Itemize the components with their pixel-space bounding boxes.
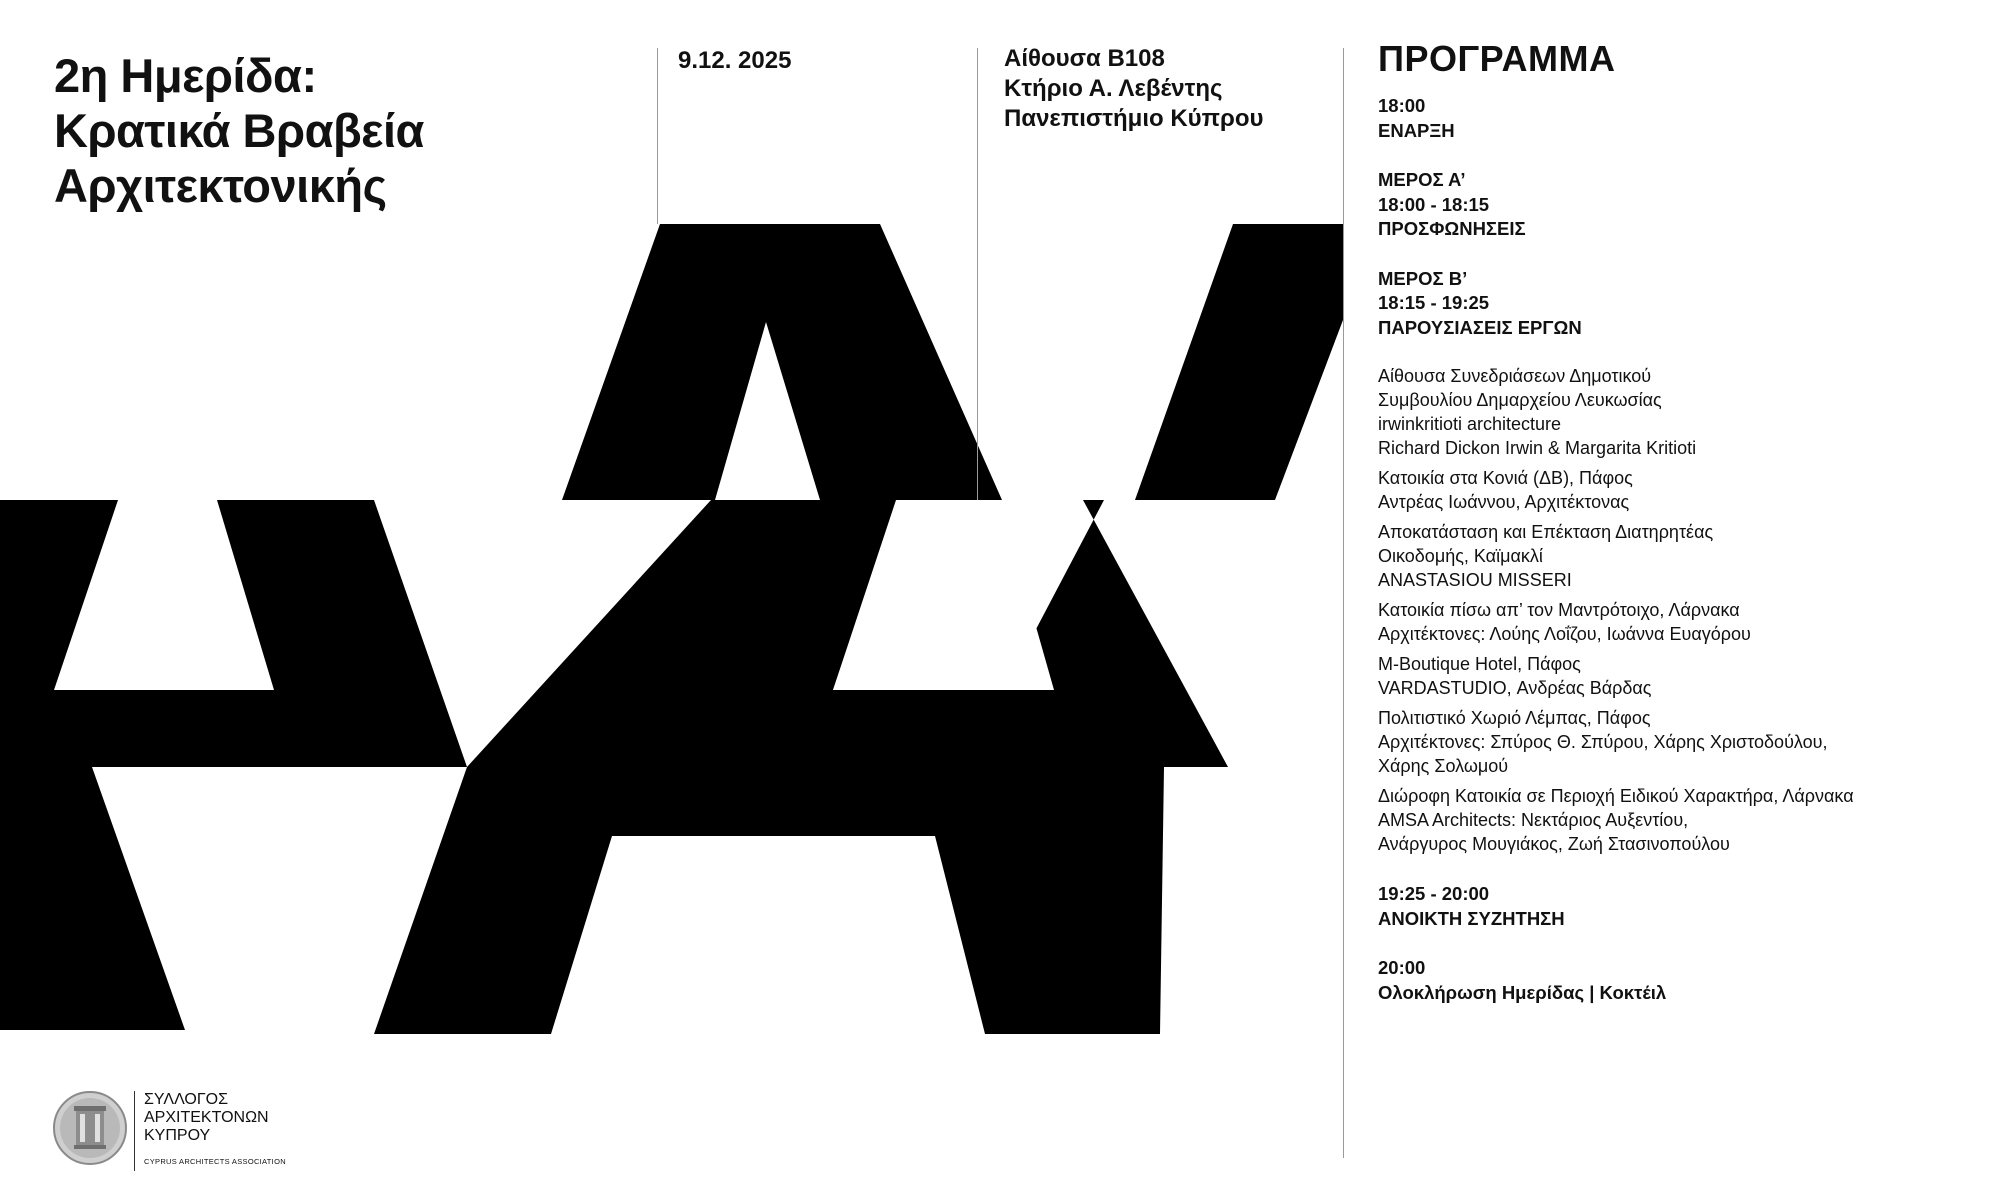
part-a-time: 18:00 - 18:15 bbox=[1378, 193, 1490, 215]
project-item bbox=[1378, 598, 1978, 646]
project-line: AMSA Architects: Νεκτάριος Αυξεντίου, bbox=[1378, 810, 1689, 830]
project-line: Αρχιτέκτονες: Σπύρος Θ. Σπύρου, Χάρης Χριστοδούλου, bbox=[1378, 732, 1828, 752]
project-line: Κατοικία στα Κονιά (ΔΒ), Πάφος bbox=[1378, 468, 1633, 488]
divider-date bbox=[657, 48, 658, 224]
event-date: 9.12. 2025 bbox=[678, 47, 792, 74]
divider-venue bbox=[977, 48, 978, 500]
discussion-time: 19:25 - 20:00 bbox=[1378, 883, 1490, 904]
project-line: Οικοδομής, Καϊμακλί bbox=[1378, 546, 1543, 566]
project-item bbox=[1378, 652, 1978, 700]
discussion-label: ΑΝΟΙΚΤΗ ΣΥΖΗΤΗΣΗ bbox=[1378, 907, 1565, 929]
alpha-left-leg bbox=[562, 224, 1002, 500]
project-line: Αίθουσα Συνεδριάσεων Δημοτικού bbox=[1378, 366, 1652, 386]
program-part-a bbox=[1378, 168, 1978, 242]
part-a-title: ΜΕΡΟΣ Α’ bbox=[1378, 169, 1466, 190]
association-name-line-2: ΑΡΧΙΤΕΚΤΟΝΩΝ bbox=[144, 1109, 269, 1126]
project-line: irwinkritioti architecture bbox=[1378, 414, 1562, 434]
closing-label: Ολοκλήρωση Ημερίδας | Κοκτέιλ bbox=[1378, 981, 1667, 1003]
program-part-b bbox=[1378, 267, 1978, 341]
event-title bbox=[54, 48, 424, 213]
project-line: M-Boutique Hotel, Πάφος bbox=[1378, 654, 1581, 674]
project-line: Χάρης Σολωμού bbox=[1378, 756, 1509, 776]
program-section bbox=[1378, 38, 1978, 1030]
project-list bbox=[1378, 364, 1978, 856]
venue-line-1: Αίθουσα Β108 bbox=[1004, 45, 1165, 72]
program-heading: ΠΡΟΓΡΑΜΜΑ bbox=[1378, 38, 1616, 79]
part-b-label: ΠΑΡΟΥΣΙΑΣΕΙΣ ΕΡΓΩΝ bbox=[1378, 316, 1582, 338]
association-name-line-1: ΣΥΛΛΟΓΟΣ bbox=[144, 1091, 229, 1108]
part-b-time: 18:15 - 19:25 bbox=[1378, 292, 1490, 313]
project-line: VARDASTUDIO, Ανδρέας Βάρδας bbox=[1378, 678, 1652, 698]
project-item bbox=[1378, 364, 1978, 460]
association-name bbox=[134, 1091, 286, 1171]
venue-line-3: Πανεπιστήμιο Κύπρου bbox=[1004, 105, 1264, 132]
part-a-label: ΠΡΟΣΦΩΝΗΣΕΙΣ bbox=[1378, 218, 1526, 239]
association-seal-icon bbox=[52, 1090, 128, 1166]
opening-time: 18:00 bbox=[1378, 95, 1426, 116]
divider-program bbox=[1343, 48, 1344, 1158]
project-line: Κατοικία πίσω απ’ τον Μαντρότοιχο, Λάρνακα bbox=[1378, 600, 1740, 620]
program-discussion bbox=[1378, 882, 1978, 931]
title-line-1: 2η Ημερίδα: bbox=[54, 49, 317, 102]
project-item bbox=[1378, 466, 1978, 514]
project-item bbox=[1378, 520, 1978, 592]
event-venue bbox=[1004, 44, 1264, 134]
project-line: Αντρέας Ιωάννου, Αρχιτέκτονας bbox=[1378, 492, 1630, 512]
project-line: Αποκατάσταση και Επέκταση Διατηρητέας bbox=[1378, 522, 1714, 542]
opening-label: ΕΝΑΡΞΗ bbox=[1378, 119, 1455, 141]
project-line: Richard Dickon Irwin & Margarita Kritioti bbox=[1378, 438, 1697, 458]
accent-stroke bbox=[1135, 224, 1343, 500]
association-name-en: CYPRUS ARCHITECTS ASSOCIATION bbox=[144, 1157, 286, 1166]
project-line: Ανάργυρος Μουγιάκος, Ζωή Στασινοπούλου bbox=[1378, 834, 1730, 854]
project-item bbox=[1378, 784, 1978, 856]
alpha-lower-left bbox=[374, 500, 1228, 1034]
project-line: Συμβουλίου Δημαρχείου Λευκωσίας bbox=[1378, 390, 1662, 410]
title-line-2: Κρατικά Βραβεία bbox=[54, 104, 424, 157]
project-line: Πολιτιστικό Χωριό Λέμπας, Πάφος bbox=[1378, 708, 1651, 728]
project-line: Διώροφη Κατοικία σε Περιοχή Ειδικού Χαρακτήρα, Λάρνακα bbox=[1378, 786, 1854, 806]
title-line-3: Αρχιτεκτονικής bbox=[54, 159, 387, 212]
program-opening bbox=[1378, 94, 1978, 143]
program-closing bbox=[1378, 956, 1978, 1005]
venue-line-2: Κτήριο Α. Λεβέντης bbox=[1004, 75, 1223, 102]
project-item bbox=[1378, 706, 1978, 778]
association-name-line-3: ΚΥΠΡΟΥ bbox=[144, 1127, 211, 1144]
closing-time: 20:00 bbox=[1378, 957, 1426, 978]
project-line: Αρχιτέκτονες: Λούης Λοΐζου, Ιωάννα Ευαγόρου bbox=[1378, 624, 1751, 644]
part-b-title: ΜΕΡΟΣ Β’ bbox=[1378, 267, 1468, 289]
project-line: ANASTASIOU MISSERI bbox=[1378, 570, 1572, 590]
